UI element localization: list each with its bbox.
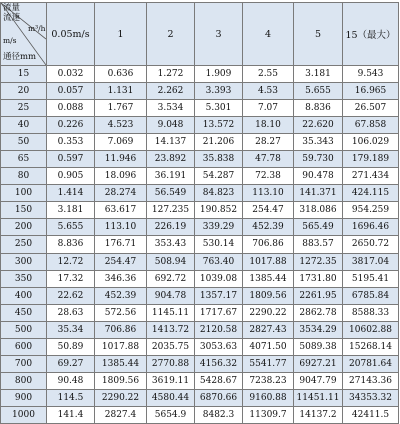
flow-value-cell: 84.823 <box>195 185 243 202</box>
flow-value-cell: 3.181 <box>47 202 95 219</box>
nominal-diameter-cell: 100 <box>1 185 47 202</box>
flow-value-cell: 2770.88 <box>147 355 195 372</box>
nominal-diameter-cell: 450 <box>1 304 47 321</box>
nominal-diameter-cell: 200 <box>1 219 47 236</box>
flow-value-cell: 0.597 <box>47 151 95 168</box>
flow-value-cell: 530.14 <box>195 236 243 253</box>
table-row <box>1 134 399 151</box>
flow-value-cell: 72.38 <box>243 168 294 185</box>
flow-value-cell: 3817.04 <box>343 253 399 270</box>
flow-value-cell: 67.858 <box>343 117 399 134</box>
flow-value-cell: 4156.32 <box>195 355 243 372</box>
flow-value-cell: 11309.7 <box>243 406 294 423</box>
flow-value-cell: 5541.77 <box>243 355 294 372</box>
velocity-header: 4 <box>243 3 294 66</box>
flow-value-cell: 1696.46 <box>343 219 399 236</box>
nominal-diameter-cell: 20 <box>1 83 47 100</box>
flow-value-cell: 2290.22 <box>95 389 147 406</box>
flow-value-cell: 339.29 <box>195 219 243 236</box>
flow-value-cell: 11.946 <box>95 151 147 168</box>
velocity-header: 1 <box>95 3 147 66</box>
flow-value-cell: 424.115 <box>343 185 399 202</box>
flow-value-cell: 54.287 <box>195 168 243 185</box>
flow-value-cell: 18.096 <box>95 168 147 185</box>
flow-value-cell: 1.414 <box>47 185 95 202</box>
flow-value-cell: 90.48 <box>47 372 95 389</box>
flow-value-cell: 2827.43 <box>243 321 294 338</box>
velocity-header: 15（最大） <box>343 3 399 66</box>
flow-value-cell: 706.86 <box>243 236 294 253</box>
velocity-header: 0.05m/s <box>47 3 95 66</box>
flow-value-cell: 883.57 <box>294 236 343 253</box>
flow-value-cell: 1272.35 <box>294 253 343 270</box>
flow-value-cell: 28.27 <box>243 134 294 151</box>
flow-value-cell: 1809.56 <box>243 287 294 304</box>
flow-value-cell: 176.71 <box>95 236 147 253</box>
table-row <box>1 219 399 236</box>
flow-value-cell: 271.434 <box>343 168 399 185</box>
flow-value-cell: 47.78 <box>243 151 294 168</box>
flow-value-cell: 5.655 <box>294 83 343 100</box>
nominal-diameter-cell: 80 <box>1 168 47 185</box>
flow-value-cell: 13.572 <box>195 117 243 134</box>
flow-value-cell: 106.029 <box>343 134 399 151</box>
table-row <box>1 66 399 83</box>
flow-value-cell: 34353.32 <box>343 389 399 406</box>
flow-value-cell: 1385.44 <box>243 270 294 287</box>
flow-value-cell: 353.43 <box>147 236 195 253</box>
flow-value-cell: 692.72 <box>147 270 195 287</box>
flow-value-cell: 4580.44 <box>147 389 195 406</box>
flow-value-cell: 2.262 <box>147 83 195 100</box>
nominal-diameter-cell: 500 <box>1 321 47 338</box>
table-row <box>1 151 399 168</box>
flow-value-cell: 11451.11 <box>294 389 343 406</box>
flow-value-cell: 69.27 <box>47 355 95 372</box>
flow-value-cell: 1413.72 <box>147 321 195 338</box>
flow-value-cell: 16.965 <box>343 83 399 100</box>
corner-velocity-unit: m/s <box>3 36 17 45</box>
flow-value-cell: 18.10 <box>243 117 294 134</box>
flow-value-cell: 8588.33 <box>343 304 399 321</box>
flow-value-cell: 17.32 <box>47 270 95 287</box>
flow-value-cell: 179.189 <box>343 151 399 168</box>
table-row <box>1 100 399 117</box>
flow-value-cell: 572.56 <box>95 304 147 321</box>
nominal-diameter-cell: 900 <box>1 389 47 406</box>
flow-value-cell: 8482.3 <box>195 406 243 423</box>
velocity-header: 2 <box>147 3 195 66</box>
flow-value-cell: 59.730 <box>294 151 343 168</box>
table-row <box>1 406 399 423</box>
flow-value-cell: 763.40 <box>195 253 243 270</box>
flow-value-cell: 113.10 <box>95 219 147 236</box>
flow-value-cell: 5654.9 <box>147 406 195 423</box>
flow-value-cell: 127.235 <box>147 202 195 219</box>
flow-value-cell: 3053.63 <box>195 338 243 355</box>
flow-value-cell: 2290.22 <box>243 304 294 321</box>
flow-value-cell: 35.838 <box>195 151 243 168</box>
flow-value-cell: 0.226 <box>47 117 95 134</box>
flow-value-cell: 0.057 <box>47 83 95 100</box>
flow-value-cell: 9.048 <box>147 117 195 134</box>
corner-header-cell <box>1 3 47 66</box>
flow-value-cell: 1731.80 <box>294 270 343 287</box>
nominal-diameter-cell: 800 <box>1 372 47 389</box>
flow-value-cell: 9047.79 <box>294 372 343 389</box>
table-row <box>1 185 399 202</box>
flow-value-cell: 35.343 <box>294 134 343 151</box>
nominal-diameter-cell: 600 <box>1 338 47 355</box>
flow-value-cell: 452.39 <box>243 219 294 236</box>
flow-value-cell: 27143.36 <box>343 372 399 389</box>
flow-value-cell: 26.507 <box>343 100 399 117</box>
flow-value-cell: 1717.67 <box>195 304 243 321</box>
table-row <box>1 338 399 355</box>
flow-value-cell: 20781.64 <box>343 355 399 372</box>
table-row <box>1 389 399 406</box>
flow-value-cell: 9.543 <box>343 66 399 83</box>
flow-value-cell: 1.909 <box>195 66 243 83</box>
flow-value-cell: 4071.50 <box>243 338 294 355</box>
header-row <box>1 3 399 66</box>
flow-value-cell: 7.069 <box>95 134 147 151</box>
flow-value-cell: 141.4 <box>47 406 95 423</box>
table-row <box>1 321 399 338</box>
nominal-diameter-cell: 250 <box>1 236 47 253</box>
flow-velocity-table <box>0 2 399 424</box>
flow-value-cell: 0.032 <box>47 66 95 83</box>
flow-value-cell: 346.36 <box>95 270 147 287</box>
flow-value-cell: 5089.38 <box>294 338 343 355</box>
table-row <box>1 372 399 389</box>
flow-value-cell: 1017.88 <box>243 253 294 270</box>
flow-value-cell: 1.767 <box>95 100 147 117</box>
flow-value-cell: 2650.72 <box>343 236 399 253</box>
table-row <box>1 83 399 100</box>
nominal-diameter-cell: 1000 <box>1 406 47 423</box>
flow-value-cell: 28.274 <box>95 185 147 202</box>
flow-value-cell: 21.206 <box>195 134 243 151</box>
flow-value-cell: 2827.4 <box>95 406 147 423</box>
flow-value-cell: 14137.2 <box>294 406 343 423</box>
corner-flow-label: 流量 <box>3 3 21 13</box>
flow-value-cell: 6785.84 <box>343 287 399 304</box>
corner-diameter-label: 通径mm <box>3 52 37 62</box>
flow-value-cell: 35.34 <box>47 321 95 338</box>
nominal-diameter-cell: 15 <box>1 66 47 83</box>
nominal-diameter-cell: 700 <box>1 355 47 372</box>
nominal-diameter-cell: 65 <box>1 151 47 168</box>
flow-value-cell: 5.301 <box>195 100 243 117</box>
velocity-header: 3 <box>195 3 243 66</box>
flow-value-cell: 8.836 <box>294 100 343 117</box>
flow-value-cell: 2.55 <box>243 66 294 83</box>
flow-value-cell: 4.523 <box>95 117 147 134</box>
flow-value-cell: 706.86 <box>95 321 147 338</box>
table-row <box>1 304 399 321</box>
flow-value-cell: 565.49 <box>294 219 343 236</box>
flow-value-cell: 5428.67 <box>195 372 243 389</box>
flow-value-cell: 2862.78 <box>294 304 343 321</box>
flow-value-cell: 14.137 <box>147 134 195 151</box>
flow-value-cell: 508.94 <box>147 253 195 270</box>
flow-value-cell: 56.549 <box>147 185 195 202</box>
flow-value-cell: 113.10 <box>243 185 294 202</box>
flow-value-cell: 28.63 <box>47 304 95 321</box>
flow-value-cell: 7238.23 <box>243 372 294 389</box>
table-row <box>1 117 399 134</box>
flow-value-cell: 318.086 <box>294 202 343 219</box>
flow-value-cell: 3.393 <box>195 83 243 100</box>
flow-value-cell: 36.191 <box>147 168 195 185</box>
flow-value-cell: 50.89 <box>47 338 95 355</box>
flow-value-cell: 6870.66 <box>195 389 243 406</box>
corner-flow-unit: m³/h <box>28 24 46 33</box>
nominal-diameter-cell: 400 <box>1 287 47 304</box>
table-row <box>1 202 399 219</box>
corner-velocity-label: 流速 <box>3 13 21 23</box>
flow-value-cell: 3619.11 <box>147 372 195 389</box>
nominal-diameter-cell: 350 <box>1 270 47 287</box>
flow-value-cell: 954.259 <box>343 202 399 219</box>
table-row <box>1 287 399 304</box>
flow-value-cell: 63.617 <box>95 202 147 219</box>
flow-value-cell: 0.088 <box>47 100 95 117</box>
flow-value-cell: 9160.88 <box>243 389 294 406</box>
table-row <box>1 270 399 287</box>
flow-value-cell: 22.62 <box>47 287 95 304</box>
table-row <box>1 236 399 253</box>
table-row <box>1 253 399 270</box>
table-row <box>1 168 399 185</box>
flow-value-cell: 114.5 <box>47 389 95 406</box>
flow-value-cell: 452.39 <box>95 287 147 304</box>
flow-value-cell: 1039.08 <box>195 270 243 287</box>
flow-value-cell: 1017.88 <box>95 338 147 355</box>
flow-value-cell: 226.19 <box>147 219 195 236</box>
flow-value-cell: 5.655 <box>47 219 95 236</box>
flow-value-cell: 7.07 <box>243 100 294 117</box>
nominal-diameter-cell: 150 <box>1 202 47 219</box>
nominal-diameter-cell: 25 <box>1 100 47 117</box>
flow-value-cell: 0.905 <box>47 168 95 185</box>
flow-value-cell: 23.892 <box>147 151 195 168</box>
flow-value-cell: 42411.5 <box>343 406 399 423</box>
flow-value-cell: 1.272 <box>147 66 195 83</box>
flow-value-cell: 1.131 <box>95 83 147 100</box>
flow-value-cell: 1145.11 <box>147 304 195 321</box>
flow-value-cell: 2261.95 <box>294 287 343 304</box>
flow-value-cell: 141.371 <box>294 185 343 202</box>
flow-value-cell: 3.181 <box>294 66 343 83</box>
flow-value-cell: 2035.75 <box>147 338 195 355</box>
flow-value-cell: 904.78 <box>147 287 195 304</box>
flow-value-cell: 5195.41 <box>343 270 399 287</box>
flow-value-cell: 1385.44 <box>95 355 147 372</box>
table-row <box>1 355 399 372</box>
flow-value-cell: 6927.21 <box>294 355 343 372</box>
flow-value-cell: 4.53 <box>243 83 294 100</box>
nominal-diameter-cell: 50 <box>1 134 47 151</box>
flow-value-cell: 190.852 <box>195 202 243 219</box>
flow-value-cell: 2120.58 <box>195 321 243 338</box>
flow-value-cell: 90.478 <box>294 168 343 185</box>
flow-value-cell: 10602.88 <box>343 321 399 338</box>
flow-value-cell: 3534.29 <box>294 321 343 338</box>
flow-value-cell: 0.636 <box>95 66 147 83</box>
flow-value-cell: 3.534 <box>147 100 195 117</box>
flow-value-cell: 1809.56 <box>95 372 147 389</box>
flow-value-cell: 12.72 <box>47 253 95 270</box>
flow-value-cell: 254.47 <box>95 253 147 270</box>
flow-value-cell: 254.47 <box>243 202 294 219</box>
velocity-header: 5 <box>294 3 343 66</box>
flow-value-cell: 1357.17 <box>195 287 243 304</box>
nominal-diameter-cell: 40 <box>1 117 47 134</box>
flow-value-cell: 8.836 <box>47 236 95 253</box>
nominal-diameter-cell: 300 <box>1 253 47 270</box>
flow-value-cell: 22.620 <box>294 117 343 134</box>
flow-value-cell: 15268.14 <box>343 338 399 355</box>
flow-value-cell: 0.353 <box>47 134 95 151</box>
